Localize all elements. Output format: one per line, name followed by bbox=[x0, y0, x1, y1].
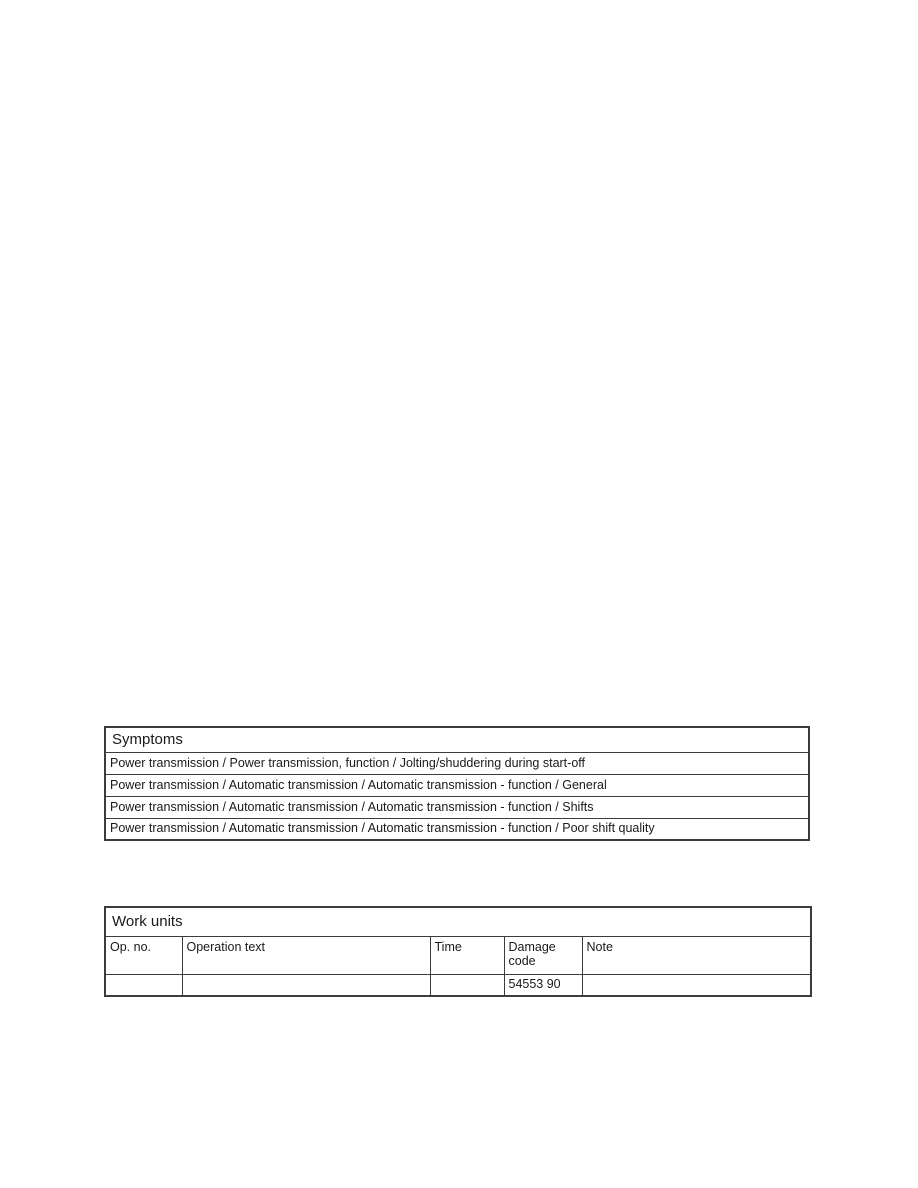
symptom-text: Power transmission / Automatic transmission / Automatic transmission - function / Shifts bbox=[105, 796, 809, 818]
column-header-time: Time bbox=[430, 936, 504, 974]
column-header-damage-code: Damage code bbox=[504, 936, 582, 974]
symptom-row bbox=[105, 818, 809, 840]
symptom-row bbox=[105, 796, 809, 818]
work-unit-row bbox=[105, 974, 811, 996]
work-units-table-title: Work units bbox=[105, 907, 811, 936]
symptoms-table-title: Symptoms bbox=[105, 727, 809, 752]
work-units-table bbox=[104, 906, 812, 997]
cell-damage-code: 54553 90 bbox=[504, 974, 582, 996]
symptom-text: Power transmission / Automatic transmission / Automatic transmission - function / General bbox=[105, 774, 809, 796]
symptoms-header-row bbox=[105, 727, 809, 752]
column-header-operation-text: Operation text bbox=[182, 936, 430, 974]
cell-operation-text bbox=[182, 974, 430, 996]
symptom-row bbox=[105, 752, 809, 774]
cell-time bbox=[430, 974, 504, 996]
symptom-row bbox=[105, 774, 809, 796]
symptoms-table bbox=[104, 726, 810, 841]
cell-op-no bbox=[105, 974, 182, 996]
column-header-op-no: Op. no. bbox=[105, 936, 182, 974]
cell-note bbox=[582, 974, 811, 996]
column-header-note: Note bbox=[582, 936, 811, 974]
work-units-column-header-row bbox=[105, 936, 811, 974]
symptom-text: Power transmission / Automatic transmission / Automatic transmission - function / Poor shift quality bbox=[105, 818, 809, 840]
symptom-text: Power transmission / Power transmission, function / Jolting/shuddering during start-off bbox=[105, 752, 809, 774]
work-units-title-row bbox=[105, 907, 811, 936]
